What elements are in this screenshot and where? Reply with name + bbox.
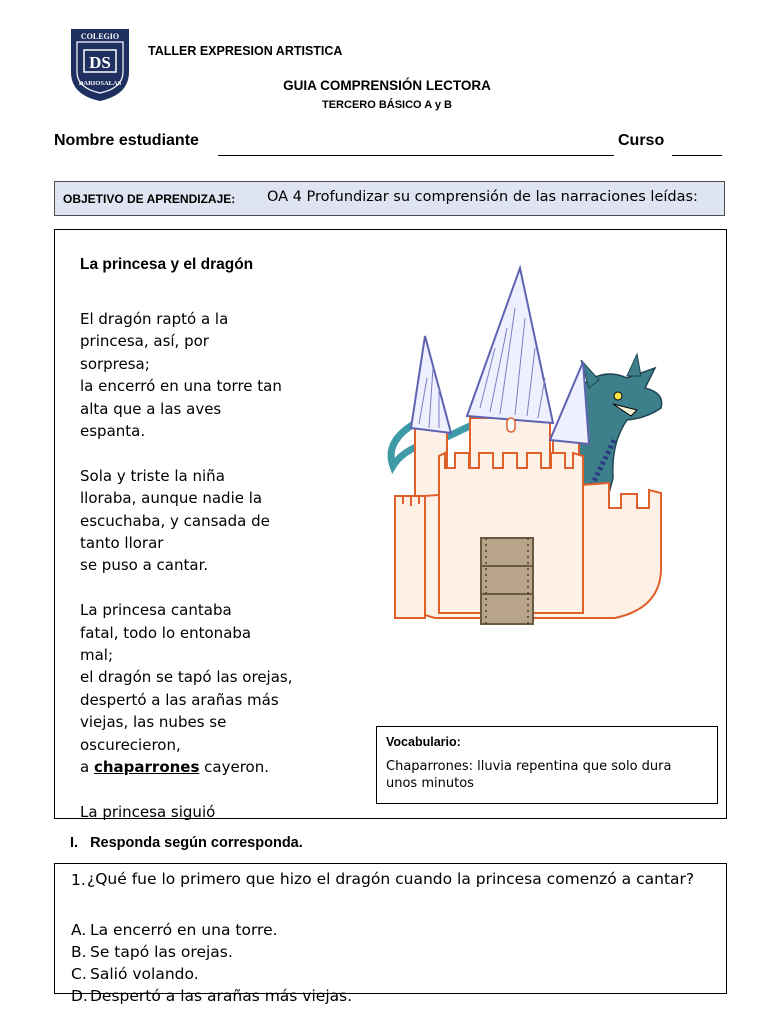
poem-line: La princesa cantaba (80, 601, 232, 620)
reading-text-box (54, 229, 727, 819)
poem-line: mal; (80, 646, 114, 665)
stanza-4 (80, 801, 330, 823)
course-field[interactable] (672, 155, 722, 156)
poem-line: oscurecieron, (80, 735, 181, 754)
poem-line: princesa, así, por (80, 332, 209, 351)
option-letter: C. (71, 965, 87, 983)
question-number: 1. (71, 871, 86, 889)
poem-line: se puso a cantar. (80, 556, 209, 575)
school-unit: TALLER EXPRESION ARTISTICA (148, 44, 343, 58)
option-text: Salió volando. (90, 965, 199, 983)
answer-option-a[interactable] (71, 919, 352, 941)
option-text: La encerró en una torre. (90, 921, 278, 939)
poem-line: lloraba, aunque nadie la (80, 489, 263, 508)
poem-line: Sola y triste la niña (80, 466, 225, 485)
course-label: Curso (618, 132, 665, 149)
option-letter: D. (71, 987, 88, 1005)
vocab-word-highlight: chaparrones (93, 758, 200, 777)
answer-option-c[interactable] (71, 963, 352, 985)
option-text: Despertó a las arañas más viejas. (90, 987, 353, 1005)
stanza-2 (80, 465, 330, 577)
poem-line: alta que a las aves (80, 399, 222, 418)
option-letter: A. (71, 921, 87, 939)
vocabulary-title: Vocabulario: (386, 735, 461, 749)
poem-line: El dragón raptó a la (80, 310, 229, 328)
logo-monogram: DS (89, 53, 111, 72)
poem-line: viejas, las nubes se (80, 713, 227, 732)
objective-text: OA 4 Profundizar su comprensión de las narraciones leídas: (267, 189, 698, 205)
story-poem (80, 308, 330, 846)
section-number: I. (70, 835, 79, 851)
document-title: GUIA COMPRENSIÓN LECTORA (283, 78, 491, 93)
stanza-3 (80, 599, 330, 778)
school-crest-logo (70, 28, 130, 102)
section-title: Responda según corresponda. (90, 835, 303, 851)
castle-dragon-illustration (375, 268, 675, 633)
student-name-label: Nombre estudiante (54, 132, 199, 149)
poem-line: el dragón se tapó las orejas, (80, 668, 293, 687)
poem-line: la encerró en una torre tan (80, 377, 282, 396)
question-box (54, 863, 727, 1005)
objective-label: OBJETIVO DE APRENDIZAJE: (63, 192, 236, 206)
line-suffix: cayeron. (199, 758, 270, 777)
option-text: Se tapó las orejas. (90, 943, 233, 961)
poem-line: tanto llorar (80, 534, 164, 553)
poem-line-vocab (80, 756, 330, 778)
vocabulary-box (376, 726, 718, 804)
answer-options (71, 919, 352, 1007)
logo-text-top: COLEGIO (80, 32, 120, 41)
poem-line: sorpresa; (80, 354, 150, 373)
poem-line: despertó a las arañas más (80, 690, 279, 709)
story-title: La princesa y el dragón (80, 256, 254, 273)
answer-option-b[interactable] (71, 941, 352, 963)
poem-line: fatal, todo lo entonaba (80, 623, 252, 642)
section-heading (70, 835, 303, 851)
question-text: ¿Qué fue lo primero que hizo el dragón cuando la princesa comenzó a cantar? (87, 870, 695, 888)
vocabulary-definition: Chaparrones: lluvia repentina que solo dura unos minutos (386, 759, 672, 791)
learning-objective-box (54, 181, 725, 216)
poem-line: escuchaba, y cansada de (80, 511, 270, 530)
poem-line: La princesa siguió (80, 802, 216, 821)
logo-text-bottom: DARIOSALAS (78, 80, 122, 87)
line-prefix: a (80, 758, 94, 777)
stanza-1 (80, 308, 330, 442)
student-name-field[interactable] (218, 155, 614, 156)
answer-option-d[interactable] (71, 985, 352, 1007)
document-subtitle: TERCERO BÁSICO A y B (322, 99, 452, 111)
poem-line: espanta. (80, 422, 146, 441)
option-letter: B. (71, 943, 87, 961)
